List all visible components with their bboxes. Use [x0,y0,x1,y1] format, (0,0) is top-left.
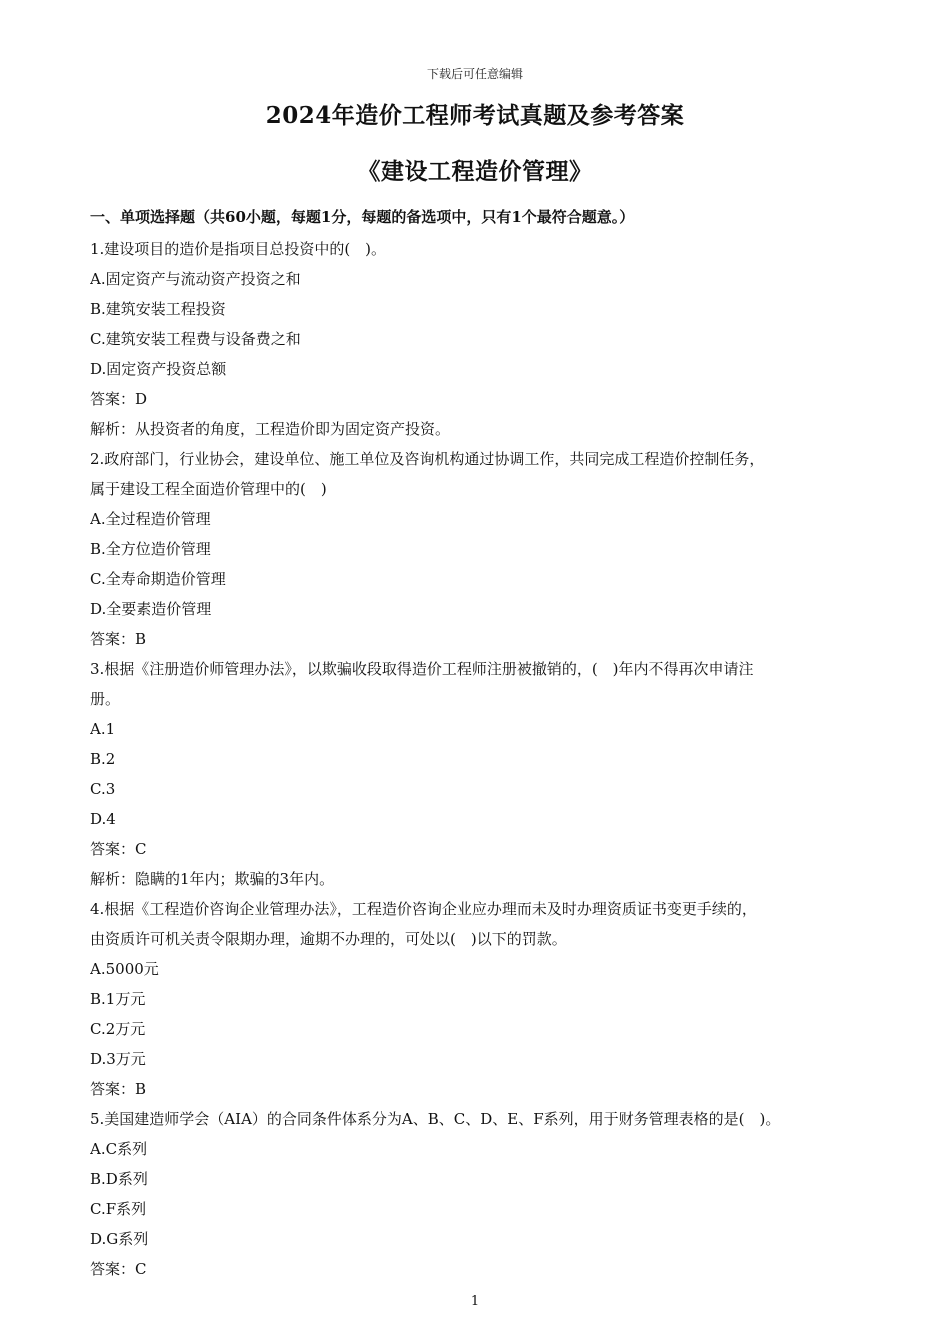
question-3-option-c: C.3 [90,780,116,798]
question-1-option-d: D.固定资产投资总额 [90,360,227,378]
document-title: 2024年造价工程师考试真题及参考答案 [265,102,685,129]
question-3-option-d: D.4 [90,810,116,828]
question-3-explanation: 解析：隐瞒的1年内；欺骗的3年内。 [90,870,335,888]
question-2-option-b: B.全方位造价管理 [90,540,211,558]
question-4-option-c: C.2万元 [90,1020,146,1038]
question-5-answer: 答案：C [90,1260,147,1278]
question-3-stem-continued: 册。 [90,690,121,708]
question-5-option-a: A.C系列 [90,1140,148,1158]
question-1-option-b: B.建筑安装工程投资 [90,300,226,318]
document-subtitle: 《建设工程造价管理》 [357,158,593,185]
question-5-stem: 5.美国建造师学会（AIA）的合同条件体系分为A、B、C、D、E、F系列，用于财务管理表格的是( )。 [90,1110,781,1128]
question-3-option-b: B.2 [90,750,116,768]
question-2-stem: 2.政府部门，行业协会，建设单位、施工单位及咨询机构通过协调工作，共同完成工程造价控制任务， [90,450,765,468]
question-4-stem-continued: 由资质许可机关责令限期办理，逾期不办理的，可处以( )以下的罚款。 [90,930,567,948]
question-3-option-a: A.1 [90,720,116,738]
question-4-option-a: A.5000元 [90,960,159,978]
question-1-explanation: 解析：从投资者的角度，工程造价即为固定资产投资。 [90,420,451,438]
question-4-option-b: B.1万元 [90,990,146,1008]
question-2-stem-continued: 属于建设工程全面造价管理中的( ) [90,480,327,498]
question-5-option-c: C.F系列 [90,1200,147,1218]
question-2-option-c: C.全寿命期造价管理 [90,570,226,588]
page-header-note: 下载后可任意编辑 [426,67,523,81]
question-1-stem: 1.建设项目的造价是指项目总投资中的( )。 [90,240,387,258]
page-number: 1 [470,1294,480,1309]
question-1-option-a: A.固定资产与流动资产投资之和 [90,270,301,288]
question-3-answer: 答案：C [90,840,147,858]
question-3-stem: 3.根据《注册造价师管理办法》，以欺骗收段取得造价工程师注册被撤销的，( )年内不得再次申请注 [90,660,754,678]
section-heading: 一、单项选择题（共60小题，每题1分，每题的备选项中，只有1个最符合题意。） [90,208,635,226]
question-2-option-a: A.全过程造价管理 [90,510,211,528]
question-1-option-c: C.建筑安装工程费与设备费之和 [90,330,301,348]
question-2-answer: 答案：B [90,630,147,648]
question-1-answer: 答案：D [90,390,148,408]
question-5-option-b: B.D系列 [90,1170,148,1188]
question-content [90,234,870,1284]
question-4-answer: 答案：B [90,1080,147,1098]
question-4-option-d: D.3万元 [90,1050,146,1068]
question-2-option-d: D.全要素造价管理 [90,600,212,618]
question-5-option-d: D.G系列 [90,1230,149,1248]
question-4-stem: 4.根据《工程造价咨询企业管理办法》，工程造价咨询企业应办理而未及时办理资质证书变更手续的， [90,900,757,918]
